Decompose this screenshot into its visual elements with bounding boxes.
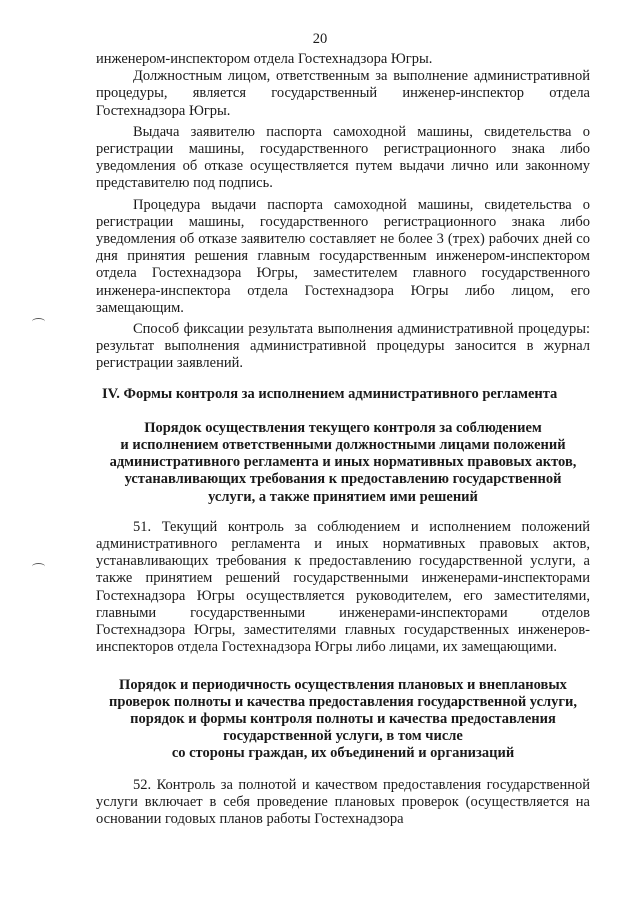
paragraph: 52. Контроль за полнотой и качеством предоставления государственной услуги включает в себя проведение плановых проверок (осуществляется на основании годовых планов работы Гостехнадзора xyxy=(96,776,590,827)
paragraph: Выдача заявителю паспорта самоходной машины, свидетельства о регистрации машины, государственного регистрационного знака либо уведомления об отказе осуществляется путем выдачи лично или законному представителю под подпись. xyxy=(96,123,590,192)
document-body xyxy=(96,51,590,828)
heading-line: услуги, а также принятием ими решений xyxy=(208,488,478,505)
subsection-heading xyxy=(96,677,590,763)
paragraph: Процедура выдачи паспорта самоходной машины, свидетельства о регистрации машины, государственного регистрационного знака либо уведомления об отказе заявителю составляет не более 3 (трех) рабочих дней со дня принятия решения главным государственным инженером-инспектором отдела Гостехнадзора Югры, заместителем главного государственного инженера-инспектора отдела Гостехнадзора Югры либо лицом, его замещающим. xyxy=(96,196,590,316)
paragraph: 51. Текущий контроль за соблюдением и исполнением положений административного регламента и иных нормативных правовых актов, устанавливающих требования к предоставлению государственной услуги, а также принятием решений государственными инженерами-инспекторами Гостехнадзора Югры осуществляется руководителем, его заместителями, главными государственными инженерами-инспекторами отделов Гостехнадзора Югры, заместителями главных государственных инженеров-инспекторов отдела Гостехнадзора Югры либо лицами, их замещающими. xyxy=(96,518,590,656)
heading-line: и исполнением ответственными должностными лицами положений xyxy=(120,437,566,454)
heading-line: порядок и формы контроля полноты и качества предоставления xyxy=(130,710,556,727)
heading-line: проверок полноты и качества предоставления государственной услуги, xyxy=(108,693,577,710)
margin-mark xyxy=(32,318,45,325)
subsection-heading xyxy=(96,420,590,506)
paragraph: Должностным лицом, ответственным за выполнение административной процедуры, является государственный инженер-инспектор отдела Гостехнадзора Югры. xyxy=(96,68,590,119)
heading-line: Порядок осуществления текущего контроля за соблюдением xyxy=(144,419,542,436)
heading-line: государственной услуги, в том числе xyxy=(223,728,463,745)
heading-line: со стороны граждан, их объединений и организаций xyxy=(171,745,515,762)
paragraph: Способ фиксации результата выполнения административной процедуры: результат выполнения административной процедуры заносится в журнал регистрации заявлений. xyxy=(96,321,590,372)
paragraph: инженером-инспектором отдела Гостехнадзора Югры. xyxy=(96,51,433,67)
margin-mark xyxy=(32,563,45,570)
section-title: IV. Формы контроля за исполнением административного регламента xyxy=(102,385,558,402)
heading-line: устанавливающих требования к предоставлению государственной xyxy=(124,471,562,488)
page-number: 20 xyxy=(312,31,328,47)
heading-line: Порядок и периодичность осуществления плановых и внеплановых xyxy=(119,676,567,693)
heading-line: административного регламента и иных нормативных правовых актов, xyxy=(109,454,577,471)
